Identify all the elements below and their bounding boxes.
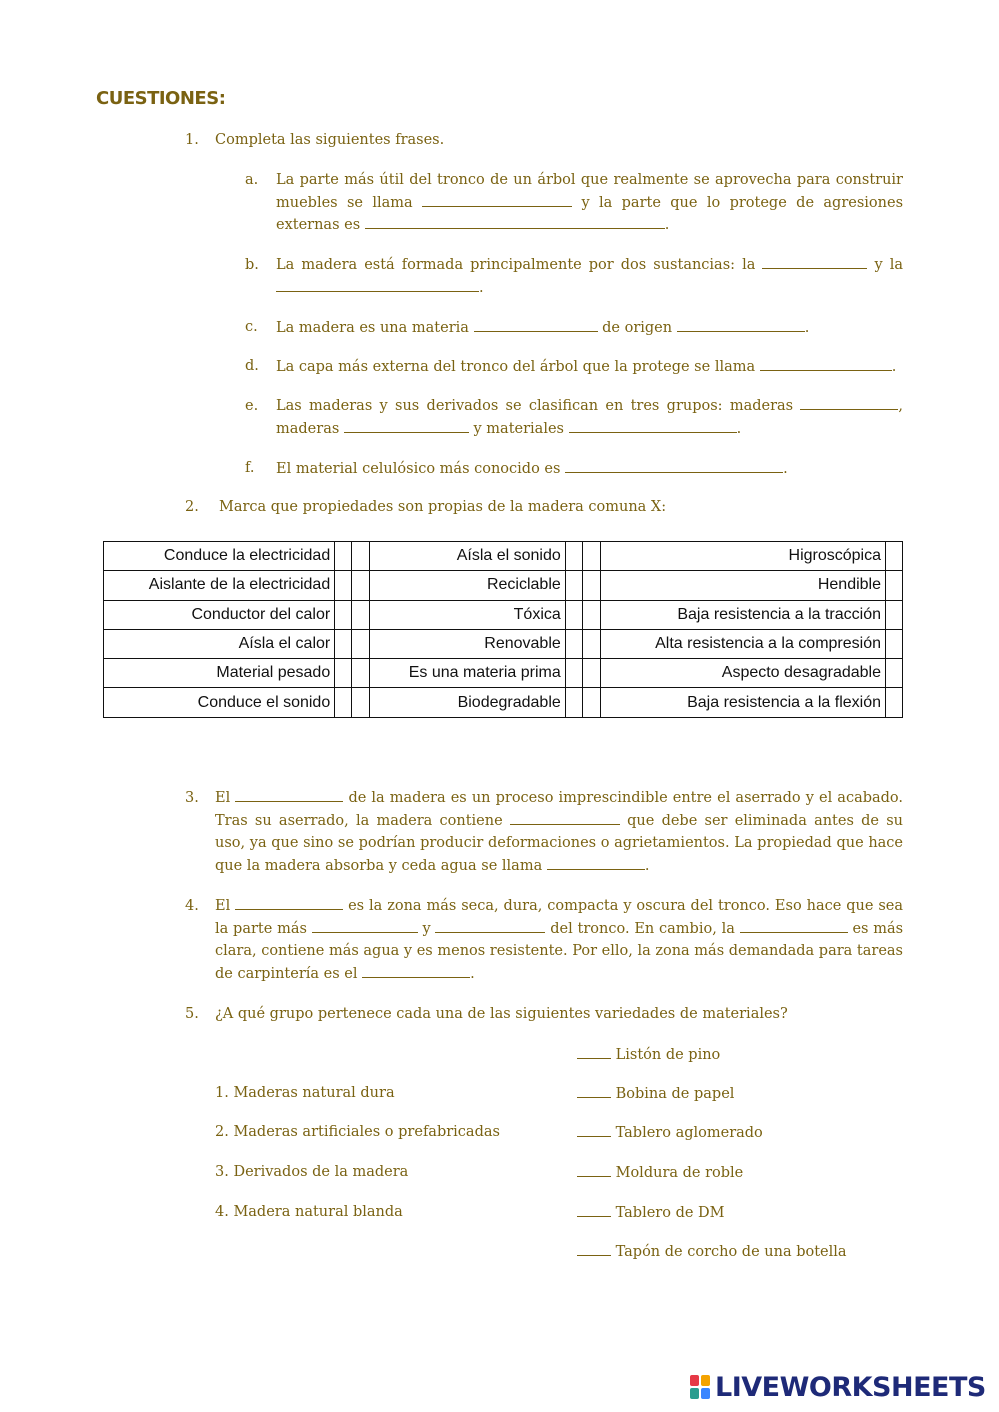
- property-checkbox[interactable]: [565, 571, 582, 600]
- q1d-text-1: La capa más externa del tronco del árbol que la protege se llama: [276, 359, 756, 375]
- q5-item-blank[interactable]: [577, 1243, 611, 1256]
- property-label: Material pesado: [104, 659, 335, 688]
- q3-blank-3[interactable]: [547, 857, 645, 870]
- property-label: Biodegradable: [370, 688, 566, 717]
- q2-text: Marca que propiedades son propias de la madera comuna X:: [219, 499, 667, 515]
- liveworksheets-logo[interactable]: [690, 1372, 986, 1402]
- q1b-blank-1[interactable]: [762, 256, 867, 269]
- properties-row: [104, 688, 903, 717]
- q5-item-row: [577, 1243, 847, 1260]
- table-gap-cell: [352, 571, 370, 600]
- property-label: Aísla el calor: [104, 629, 335, 658]
- property-label: Reciclable: [370, 571, 566, 600]
- property-checkbox[interactable]: [886, 600, 903, 629]
- q1b-sentence: [276, 254, 903, 299]
- q5-item-blank[interactable]: [577, 1085, 611, 1098]
- table-gap-cell: [582, 571, 600, 600]
- property-checkbox[interactable]: [886, 659, 903, 688]
- properties-row: [104, 571, 903, 600]
- property-checkbox[interactable]: [565, 688, 582, 717]
- q4-blank-2[interactable]: [312, 920, 418, 933]
- q5-item-row: [577, 1085, 734, 1102]
- q1f-blank-1[interactable]: [565, 460, 783, 473]
- q1c-end: .: [804, 320, 810, 336]
- q5-item-row: [577, 1046, 720, 1063]
- q1e-end: .: [736, 420, 742, 437]
- q1f-end: .: [783, 461, 788, 477]
- q4-text-4: del tronco. En cambio, la: [550, 920, 735, 937]
- property-checkbox[interactable]: [886, 688, 903, 717]
- q5-number: 5.: [185, 1006, 199, 1022]
- q1e-text-3: y materiales: [473, 420, 564, 437]
- q1d-blank-1[interactable]: [760, 358, 892, 371]
- q5-item-blank[interactable]: [577, 1164, 611, 1177]
- logo-mark-icon: [690, 1375, 712, 1399]
- table-gap-cell: [582, 659, 600, 688]
- property-checkbox[interactable]: [335, 600, 352, 629]
- property-checkbox[interactable]: [565, 659, 582, 688]
- q3-text-1: El: [215, 790, 231, 806]
- q1b-text-2: y la: [874, 257, 904, 273]
- q3-text-3: que debe ser eliminada antes de su uso, ya que sino se podrían producir deformaciones o agrietamientos. La propiedad que hace que la madera absorba y ceda agua se llama: [215, 812, 904, 875]
- q1f-text-1: El material celulósico más conocido es: [276, 461, 561, 477]
- logo-text: LIVEWORKSHEETS: [715, 1371, 986, 1403]
- q1c-blank-2[interactable]: [677, 319, 805, 332]
- q4-blank-4[interactable]: [740, 920, 848, 933]
- property-label: Tóxica: [370, 600, 566, 629]
- q5-item-label: Listón de pino: [615, 1047, 721, 1063]
- property-checkbox[interactable]: [335, 629, 352, 658]
- q1a-blank-1[interactable]: [422, 194, 572, 207]
- q1d-end: .: [891, 359, 897, 375]
- q5-group-3: 3. Derivados de la madera: [215, 1164, 409, 1180]
- property-label: Hendible: [600, 571, 885, 600]
- property-label: Conductor del calor: [104, 600, 335, 629]
- property-label: Alta resistencia a la compresión: [600, 629, 885, 658]
- property-checkbox[interactable]: [565, 542, 582, 571]
- table-gap-cell: [352, 542, 370, 571]
- q5-group-1: 1. Maderas natural dura: [215, 1085, 395, 1101]
- table-gap-cell: [582, 629, 600, 658]
- q5-item-blank[interactable]: [577, 1046, 611, 1059]
- table-gap-cell: [352, 600, 370, 629]
- q1a-letter: a.: [245, 172, 259, 188]
- q1-number: 1.: [185, 132, 199, 148]
- property-checkbox[interactable]: [886, 542, 903, 571]
- q1f-letter: f.: [245, 460, 255, 476]
- q5-item-row: [577, 1204, 725, 1221]
- q1c-blank-1[interactable]: [474, 319, 598, 332]
- property-checkbox[interactable]: [335, 571, 352, 600]
- q1b-end: .: [479, 279, 484, 296]
- property-checkbox[interactable]: [335, 688, 352, 717]
- table-gap-cell: [582, 542, 600, 571]
- q1f-sentence: [276, 460, 788, 477]
- q1c-sentence: [276, 319, 809, 336]
- property-label: Es una materia prima: [370, 659, 566, 688]
- property-checkbox[interactable]: [335, 542, 352, 571]
- q1a-end: .: [664, 217, 670, 234]
- property-label: Renovable: [370, 629, 566, 658]
- property-checkbox[interactable]: [565, 600, 582, 629]
- q4-text-2: es la zona más seca, dura, compacta y oscura del tronco. Eso hace que sea la parte más: [215, 898, 903, 937]
- table-gap-cell: [352, 629, 370, 658]
- q1e-text-2: , maderas: [276, 398, 904, 437]
- q5-item-label: Bobina de papel: [615, 1086, 735, 1102]
- q1d-sentence: [276, 358, 896, 375]
- properties-row: [104, 629, 903, 658]
- property-label: Aislante de la electricidad: [104, 571, 335, 600]
- q1b-letter: b.: [245, 257, 259, 273]
- properties-table: [103, 541, 903, 718]
- q5-group-4: 4. Madera natural blanda: [215, 1204, 403, 1220]
- property-label: Conduce la electricidad: [104, 542, 335, 571]
- property-checkbox[interactable]: [886, 629, 903, 658]
- q4-number: 4.: [185, 898, 199, 914]
- property-label: Baja resistencia a la flexión: [600, 688, 885, 717]
- q4-end: .: [470, 966, 475, 983]
- q3-number: 3.: [185, 790, 199, 806]
- property-label: Baja resistencia a la tracción: [600, 600, 885, 629]
- q1a-text-2: y la parte que lo protege de agresiones externas es: [276, 194, 904, 234]
- q5-item-label: Tablero aglomerado: [615, 1125, 763, 1141]
- q1e-blank-2[interactable]: [344, 420, 469, 433]
- properties-row: [104, 659, 903, 688]
- q5-item-label: Tapón de corcho de una botella: [615, 1244, 847, 1260]
- q4-blank-1[interactable]: [235, 897, 343, 910]
- q1a-text-1: La parte más útil del tronco de un árbol que realmente se aprovecha para construir muebles se llama: [276, 172, 903, 211]
- properties-row: [104, 542, 903, 571]
- property-label: Conduce el sonido: [104, 688, 335, 717]
- q1e-text-1: Las maderas y sus derivados se clasifican en tres grupos: maderas: [276, 398, 794, 414]
- q3-blank-2[interactable]: [510, 812, 620, 825]
- q5-item-row: [577, 1124, 763, 1141]
- q1c-text-1: La madera es una materia: [276, 320, 469, 336]
- q5-item-row: [577, 1164, 743, 1181]
- property-label: Aísla el sonido: [370, 542, 566, 571]
- property-checkbox[interactable]: [565, 629, 582, 658]
- q1d-letter: d.: [245, 358, 259, 374]
- q5-item-blank[interactable]: [577, 1204, 611, 1217]
- table-gap-cell: [582, 600, 600, 629]
- property-label: Aspecto desagradable: [600, 659, 885, 688]
- q5-item-blank[interactable]: [577, 1124, 611, 1137]
- q4-text-3: y: [422, 920, 431, 937]
- q1e-blank-3[interactable]: [569, 420, 737, 433]
- q4-text-1: El: [215, 898, 231, 914]
- table-gap-cell: [352, 659, 370, 688]
- q4-paragraph: [215, 895, 903, 986]
- page-title: CUESTIONES:: [96, 88, 226, 109]
- q4-blank-5[interactable]: [362, 965, 470, 978]
- q1a-sentence: [276, 169, 903, 237]
- q1b-blank-2[interactable]: [276, 279, 479, 292]
- property-checkbox[interactable]: [335, 659, 352, 688]
- q1c-text-2: de origen: [602, 320, 673, 336]
- q4-text-5: es más clara, contiene más agua y es menos resistente. Por ello, la zona más demandada para tareas de carpintería es el: [215, 920, 904, 983]
- q1a-blank-2[interactable]: [365, 216, 665, 229]
- q1e-blank-1[interactable]: [800, 397, 898, 410]
- property-checkbox[interactable]: [886, 571, 903, 600]
- q1e-letter: e.: [245, 398, 259, 414]
- q1b-text-1: La madera está formada principalmente por dos sustancias: la: [276, 257, 756, 273]
- table-gap-cell: [582, 688, 600, 717]
- q5-text: ¿A qué grupo pertenece cada una de las siguientes variedades de materiales?: [215, 1006, 788, 1022]
- table-gap-cell: [352, 688, 370, 717]
- property-label: Higroscópica: [600, 542, 885, 571]
- properties-row: [104, 600, 903, 629]
- q1c-letter: c.: [245, 319, 258, 335]
- q3-blank-1[interactable]: [235, 789, 343, 802]
- q5-item-label: Moldura de roble: [615, 1165, 744, 1181]
- q3-end: .: [644, 858, 650, 875]
- q3-text-2: de la madera es un proceso imprescindible entre el aserrado y el acabado. Tras su aserrado, la madera contiene: [215, 790, 904, 829]
- q4-blank-3[interactable]: [435, 920, 545, 933]
- q1-text: Completa las siguientes frases.: [215, 132, 445, 148]
- q3-paragraph: [215, 787, 903, 878]
- q2-number: 2.: [185, 499, 199, 515]
- q5-group-2: 2. Maderas artificiales o prefabricadas: [215, 1124, 500, 1140]
- q1e-sentence: [276, 395, 903, 440]
- q5-item-label: Tablero de DM: [615, 1205, 725, 1221]
